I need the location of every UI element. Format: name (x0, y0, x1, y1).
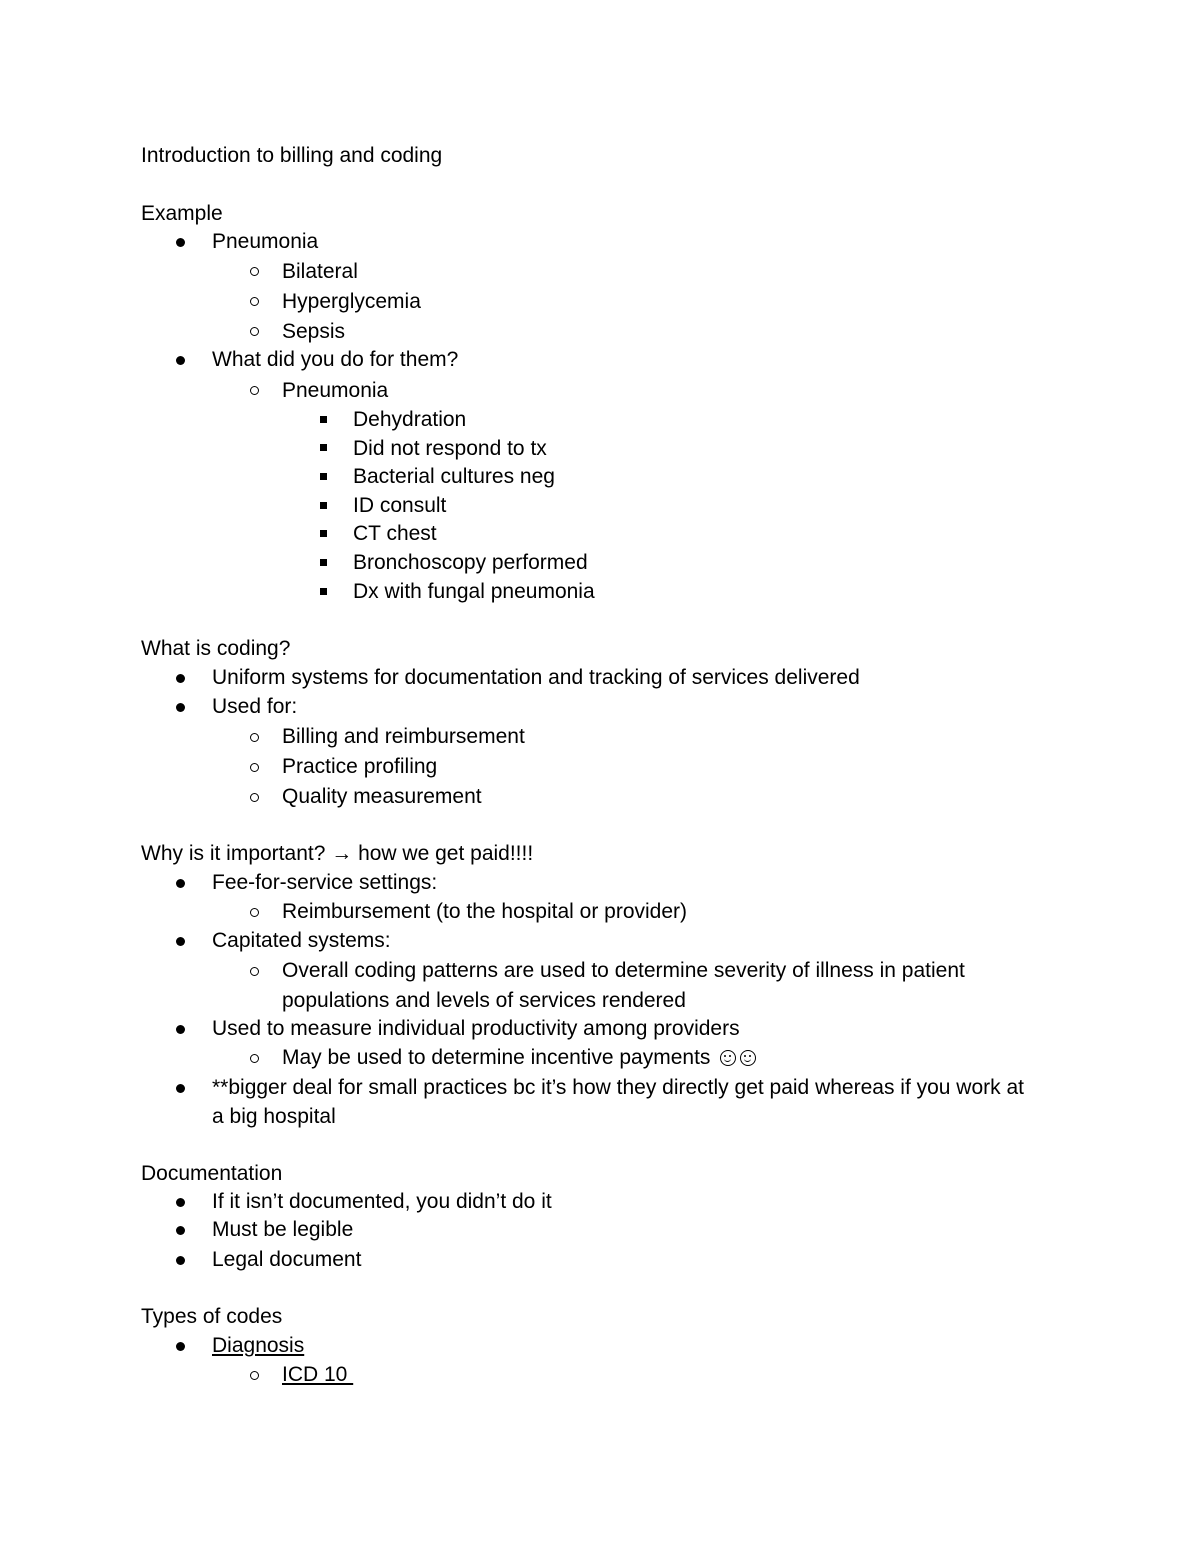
bullet-icon (176, 937, 185, 946)
bullet-icon (176, 1025, 185, 1034)
list-item: Billing and reimbursement (282, 725, 525, 748)
list-item: Reimbursement (to the hospital or provider) (282, 900, 688, 923)
bullet-icon (176, 1226, 185, 1235)
sub-bullet-icon (250, 1371, 259, 1380)
list-item: Practice profiling (282, 755, 438, 778)
bullet-icon (176, 1198, 185, 1207)
bullet-icon (176, 356, 185, 365)
list-item: Bilateral (282, 260, 358, 283)
square-bullet-icon (320, 588, 327, 595)
list-item: Overall coding patterns are used to determine severity of illness in patient (282, 959, 965, 982)
bullet-icon (176, 1342, 185, 1351)
sub-bullet-icon (250, 386, 259, 395)
heading-text: how we get paid!!!! (358, 842, 534, 865)
sub-bullet-icon (250, 967, 259, 976)
list-item: Pneumonia (212, 230, 319, 253)
heading-text: Why is it important? (141, 842, 326, 865)
list-item-continuation: a big hospital (212, 1105, 336, 1128)
square-bullet-icon (320, 416, 327, 423)
list-item: Diagnosis (212, 1334, 305, 1357)
bullet-icon (176, 703, 185, 712)
list-item: **bigger deal for small practices bc it’s how they directly get paid whereas if you work at (212, 1076, 1024, 1099)
sub-bullet-icon (250, 908, 259, 917)
list-item: Hyperglycemia (282, 290, 421, 313)
square-bullet-icon (320, 502, 327, 509)
list-item: What did you do for them? (212, 348, 459, 371)
list-item-text: May be used to determine incentive payments (282, 1046, 711, 1069)
list-item: Fee-for-service settings: (212, 871, 438, 894)
list-item: Legal document (212, 1248, 362, 1271)
smiley-icon (740, 1050, 756, 1066)
arrow-icon: → (331, 842, 353, 865)
sub-bullet-icon (250, 297, 259, 306)
sub-bullet-icon (250, 1054, 259, 1063)
list-item: Did not respond to tx (353, 437, 547, 460)
section-heading-coding: What is coding? (141, 637, 291, 660)
bullet-icon (176, 879, 185, 888)
square-bullet-icon (320, 473, 327, 480)
list-item: Must be legible (212, 1218, 354, 1241)
sub-bullet-icon (250, 793, 259, 802)
list-item: If it isn’t documented, you didn’t do it (212, 1190, 552, 1213)
bullet-icon (176, 674, 185, 683)
list-item: ID consult (353, 494, 447, 517)
square-bullet-icon (320, 530, 327, 537)
section-heading-example: Example (141, 202, 223, 225)
list-item: Uniform systems for documentation and tracking of services delivered (212, 666, 860, 689)
sub-bullet-icon (250, 733, 259, 742)
list-item: Dehydration (353, 408, 467, 431)
list-item: Quality measurement (282, 785, 482, 808)
square-bullet-icon (320, 444, 327, 451)
bullet-icon (176, 238, 185, 247)
list-item: Sepsis (282, 320, 346, 343)
section-heading-documentation: Documentation (141, 1162, 283, 1185)
section-heading-types: Types of codes (141, 1305, 283, 1328)
list-item (282, 1044, 756, 1072)
square-bullet-icon (320, 559, 327, 566)
sub-bullet-icon (250, 267, 259, 276)
document-title: Introduction to billing and coding (141, 144, 443, 167)
list-item: Bacterial cultures neg (353, 465, 555, 488)
list-item: Bronchoscopy performed (353, 551, 588, 574)
bullet-icon (176, 1256, 185, 1265)
list-item: Used to measure individual productivity among providers (212, 1017, 740, 1040)
section-heading-important (141, 840, 533, 868)
list-item: CT chest (353, 522, 437, 545)
list-item: Used for: (212, 695, 298, 718)
smiley-icon (720, 1050, 736, 1066)
list-item-continuation: populations and levels of services rendered (282, 989, 686, 1012)
list-item: ICD 10 (282, 1363, 354, 1386)
list-item: Capitated systems: (212, 929, 391, 952)
bullet-icon (176, 1084, 185, 1093)
list-item: Pneumonia (282, 379, 389, 402)
list-item: Dx with fungal pneumonia (353, 580, 595, 603)
sub-bullet-icon (250, 327, 259, 336)
sub-bullet-icon (250, 763, 259, 772)
